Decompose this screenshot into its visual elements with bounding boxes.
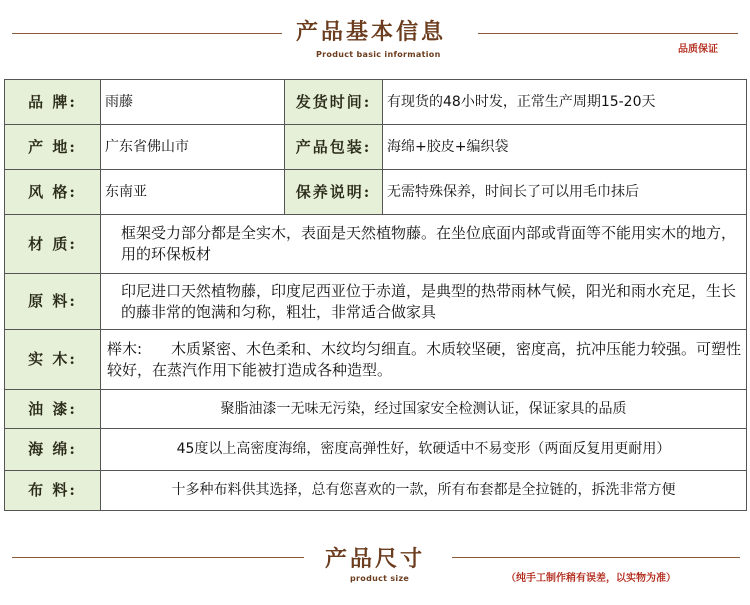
brand-value: 雨藤	[101, 80, 285, 125]
table-row	[5, 471, 747, 511]
section-subtitle: Product basic information	[316, 50, 441, 59]
brand-label: 品 牌:	[5, 80, 101, 125]
style-label: 风 格:	[5, 170, 101, 215]
origin-label: 产 地:	[5, 125, 101, 170]
raw-material-label: 原 料:	[5, 274, 101, 330]
packaging-label: 产品包装:	[285, 125, 383, 170]
handmade-note: （纯手工制作稍有误差，以实物为准）	[506, 573, 676, 584]
solid-wood-cell	[101, 330, 747, 390]
section-title: 产品基本信息	[296, 19, 447, 45]
table-row	[5, 170, 747, 215]
size-rule-right	[452, 557, 740, 558]
care-value: 无需特殊保养，时间长了可以用毛巾抹后	[383, 170, 747, 215]
beech-key: 榉木:	[107, 339, 143, 358]
style-value: 东南亚	[101, 170, 285, 215]
sponge-label: 海 绵:	[5, 429, 101, 471]
header-rule-right	[478, 33, 738, 34]
quality-guarantee-label: 品质保证	[678, 44, 718, 55]
material-value: 框架受力部分都是全实木，表面是天然植物藤。在坐位底面内部或背面等不能用实木的地方，用的环保板材	[101, 215, 747, 274]
shipping-time-label: 发货时间:	[285, 80, 383, 125]
origin-value: 广东省佛山市	[101, 125, 285, 170]
table-row	[5, 80, 747, 125]
solid-wood-value: 木质紧密、木色柔和、木纹均匀细直。木质较坚硬，密度高，抗冲压能力较强。可塑性较好，在蒸汽作用下能被打造成各种造型。	[107, 339, 742, 379]
size-rule-left	[12, 557, 304, 558]
fabric-value: 十多种布料供其选择，总有您喜欢的一款，所有布套都是全拉链的，拆洗非常方便	[101, 471, 747, 511]
paint-label: 油 漆:	[5, 390, 101, 429]
paint-value: 聚脂油漆一无味无污染，经过国家安全检测认证，保证家具的品质	[101, 390, 747, 429]
section-header-basic-info	[0, 0, 750, 70]
raw-material-value: 印尼进口天然植物藤，印度尼西亚位于赤道，是典型的热带雨林气候，阳光和雨水充足，生长的藤非常的饱满和匀称，粗壮，非常适合做家具	[101, 274, 747, 330]
table-row	[5, 390, 747, 429]
shipping-time-value: 有现货的48小时发，正常生产周期15-20天	[383, 80, 747, 125]
table-row	[5, 429, 747, 471]
sponge-value: 45度以上高密度海绵，密度高弹性好，软硬适中不易变形（两面反复用更耐用）	[101, 429, 747, 471]
table-row	[5, 215, 747, 274]
size-title: 产品尺寸	[325, 546, 426, 572]
table-row	[5, 330, 747, 390]
material-label: 材 质:	[5, 215, 101, 274]
product-info-table	[4, 79, 747, 511]
packaging-value: 海绵+胶皮+编织袋	[383, 125, 747, 170]
solid-wood-label: 实 木:	[5, 330, 101, 390]
care-label: 保养说明:	[285, 170, 383, 215]
table-row	[5, 274, 747, 330]
size-subtitle: product size	[350, 574, 410, 583]
section-header-product-size	[0, 530, 750, 605]
fabric-label: 布 料:	[5, 471, 101, 511]
header-rule-left	[12, 33, 282, 34]
table-row	[5, 125, 747, 170]
